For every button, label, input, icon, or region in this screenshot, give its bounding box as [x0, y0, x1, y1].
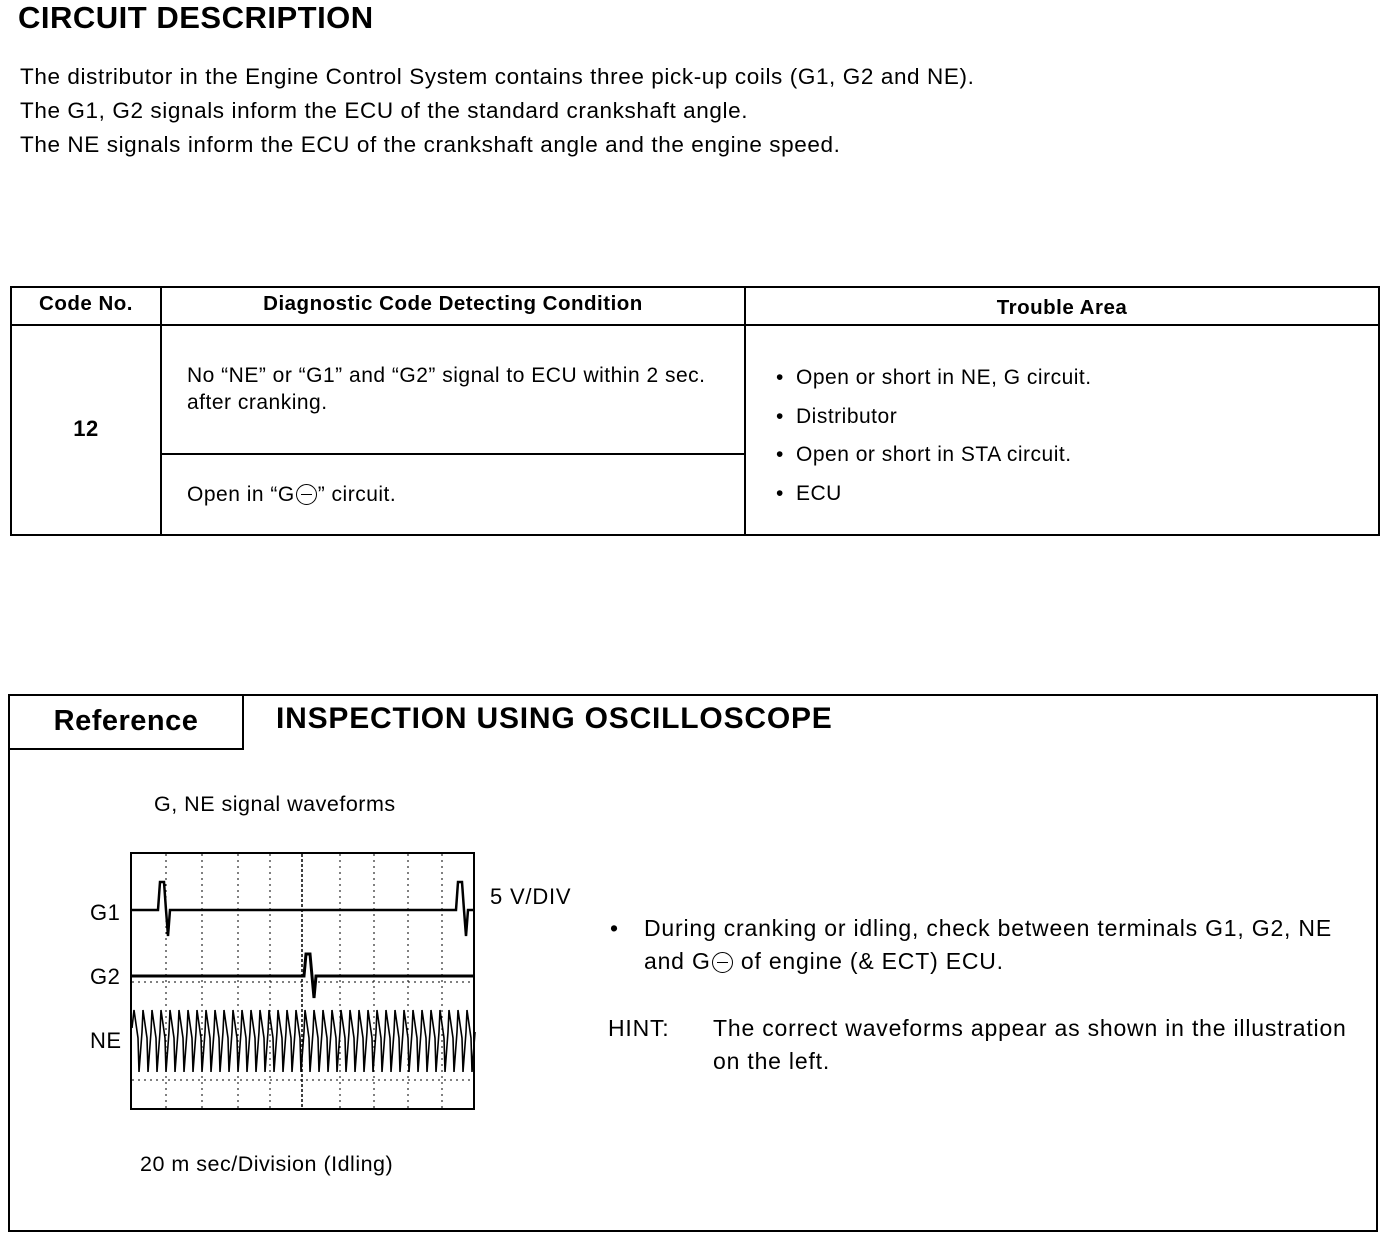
hint-block [608, 1012, 1368, 1078]
table-header-divider [12, 324, 1378, 326]
header-trouble-area: Trouble Area [996, 296, 1128, 319]
ground-minus-symbol [296, 484, 317, 505]
trouble-area-list [762, 364, 1362, 518]
channel-label-g2: G2 [90, 964, 121, 989]
reference-tab: Reference [10, 696, 244, 750]
description-line: The G1, G2 signals inform the ECU of the standard crankshaft angle. [20, 98, 749, 123]
reference-title: INSPECTION USING OSCILLOSCOPE [276, 702, 833, 735]
description-line: The distributor in the Engine Control System contains three pick-up coils (G1, G2 and NE). [20, 64, 975, 89]
waveform-title: G, NE signal waveforms [154, 792, 396, 816]
channel-label-g1: G1 [90, 900, 121, 925]
inspection-instruction [610, 912, 1370, 978]
channel-label-ne: NE [90, 1028, 122, 1053]
condition-2 [187, 480, 747, 507]
page-heading: CIRCUIT DESCRIPTION [18, 0, 374, 35]
diagnostic-code-table [10, 286, 1380, 536]
header-code-no: Code No. [39, 292, 133, 315]
description-line: The NE signals inform the ECU of the crankshaft angle and the engine speed. [20, 132, 841, 157]
trouble-item: • Distributor [762, 403, 1362, 442]
trouble-item: • ECU [762, 480, 1362, 519]
condition-2-suffix: ” circuit. [317, 483, 397, 506]
trouble-item: • Open or short in STA circuit. [762, 441, 1362, 480]
oscilloscope-waveform-illustration [130, 852, 476, 1112]
volt-per-division: 5 V/DIV [490, 884, 572, 909]
condition-2-prefix: Open in “G [187, 483, 295, 506]
hint-text: The correct waveforms appear as shown in the illustration on the left. [713, 1015, 1347, 1074]
time-base-label: 20 m sec/Division (Idling) [140, 1152, 394, 1176]
condition-1: No “NE” or “G1” and “G2” signal to ECU within 2 sec. after cranking. [187, 364, 706, 414]
hint-label: HINT: [608, 1015, 670, 1041]
table-row-divider [160, 453, 744, 455]
instruction-suffix: of engine (& ECT) ECU. [733, 948, 1004, 974]
trouble-item: • Open or short in NE, G circuit. [762, 364, 1362, 403]
reference-box [8, 694, 1378, 1232]
circuit-description [20, 60, 1380, 162]
code-number: 12 [73, 416, 99, 441]
header-condition: Diagnostic Code Detecting Condition [263, 292, 643, 315]
ground-minus-symbol [712, 952, 733, 973]
instruction-prefix: During cranking or idling, check between terminals G1, G2, NE and G [644, 915, 1332, 974]
bullet-glyph: • [610, 915, 619, 941]
